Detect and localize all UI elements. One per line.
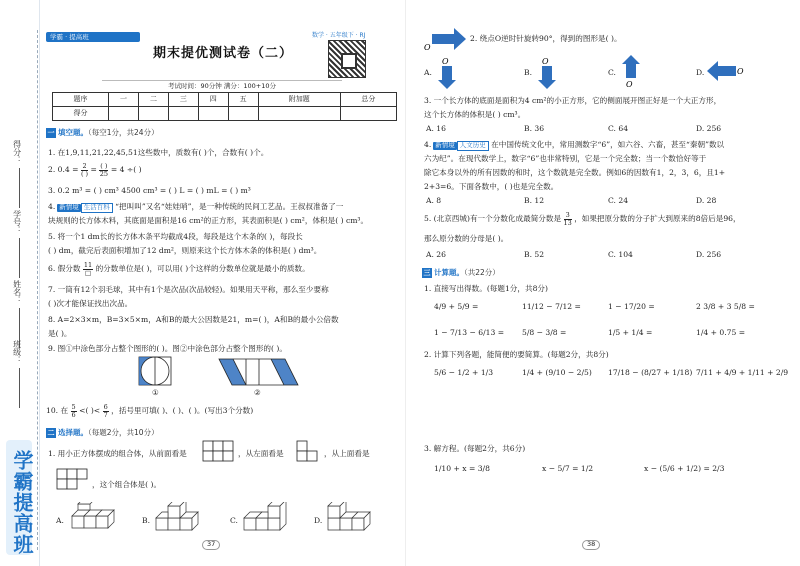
score-header-cell: 二 [138, 93, 168, 107]
question-4-line-1: 4. 新情境 生活百科 “把叫叫”又名“娃娃哨”，是一种传统的民间工艺品。王叔叔准备了一 [48, 202, 344, 211]
svg-text:O: O [737, 67, 744, 76]
r2-option-c-arrow-up-icon[interactable] [620, 54, 644, 88]
calc-1-title: 1. 直接写出得数。(每题1分，共8分) [424, 284, 548, 293]
mc1-text-d: ，这个组合体是( )。 [92, 480, 162, 489]
mc1-option-a-cubes-icon[interactable] [70, 502, 122, 538]
question-9: 9. 图①中涂色部分占整个图形的( )。图②中涂色部分占整个图形的( )。 [48, 344, 287, 353]
section-multiple-choice [46, 428, 159, 439]
r2-option-d-arrow-left-icon[interactable] [706, 60, 746, 82]
section-fill-blank [46, 128, 159, 139]
question-10 [46, 404, 253, 418]
score-table-header-row [53, 93, 397, 107]
r5-option-c[interactable]: C. 104 [608, 250, 633, 259]
section-number: 一 [47, 129, 55, 137]
denominator: 7 [103, 410, 108, 419]
binding-strip [0, 0, 40, 566]
section-title: 计算题。 [434, 268, 464, 277]
r3-option-a[interactable]: A. 16 [426, 124, 446, 133]
q6-fraction [83, 262, 93, 276]
r4-text-1: 在中国传统文化中，常用测数字“6”，如六谷、六畜，甚至“秦朝”数以 [491, 140, 725, 149]
calc-1-item: 11/12 − 7/12 = [522, 302, 581, 311]
q2-equals: = [90, 165, 97, 174]
question-7-line-1: 7. 一筒有12个羽毛球，其中有1个是次品(次品较轻)。如果用天平称，那么至少要称 [48, 285, 329, 294]
section-note: （每空1分，共24分） [88, 128, 159, 137]
mc1-text-a: 1. 用小正方体摆成的组合体，从前面看是 [48, 449, 187, 458]
left-view-figure [296, 440, 320, 464]
q10-prefix: 10. 在 [46, 406, 69, 415]
denominator: 25 [99, 169, 108, 178]
score-cell[interactable] [109, 107, 139, 121]
calc-1-item: 5/8 − 3/8 = [522, 328, 567, 337]
r2-option-b-arrow-down-icon[interactable] [536, 56, 560, 90]
section-title: 填空题。 [58, 128, 88, 137]
calc-3-item: x − (5/6 + 1/2) = 2/3 [644, 464, 725, 473]
q6-suffix: 的分数单位是( )，可以用( )个这样的分数单位就是最小的质数。 [95, 264, 310, 273]
numerator: 6 [103, 403, 108, 411]
question-3: 3. 0.2 m³ = ( ) cm³ 4500 cm³ = ( ) L = ( ) mL = ( ) m³ [48, 186, 251, 195]
student-id-label: 学号： [12, 210, 22, 234]
calc-2-item: 17/18 − (8/27 + 1/18) [608, 368, 693, 377]
cut-line [37, 30, 38, 550]
front-view-figure [202, 440, 236, 464]
score-cell[interactable] [340, 107, 396, 121]
numerator: 11 [83, 261, 93, 269]
q2-fraction-1 [81, 163, 88, 177]
question-2 [48, 163, 142, 177]
calc-2-title: 2. 计算下列各题，能简便的要简算。(每题2分，共8分) [424, 350, 609, 359]
mc1-option-c-label[interactable]: C. [230, 516, 238, 525]
q10-fraction-1 [71, 404, 77, 418]
right-question-2: 2. 绕点O逆时针旋转90°，得到的图形是( )。 [470, 34, 622, 43]
right-question-3-line-2: 这个长方体的体积是( ) cm³。 [424, 110, 526, 119]
right-page [412, 0, 800, 566]
svg-text:O: O [542, 57, 549, 66]
r3-option-c[interactable]: C. 64 [608, 124, 629, 133]
arrow-right-icon [432, 28, 466, 50]
r4-option-c[interactable]: C. 24 [608, 196, 629, 205]
section-calculation [422, 268, 500, 279]
r2-option-c-label[interactable]: C. [608, 68, 616, 77]
figure-2-label: ② [254, 388, 261, 397]
r2-option-a-label[interactable]: A. [424, 68, 432, 77]
calc-2-item: 7/11 + 4/9 + 1/11 + 2/9 [696, 368, 789, 377]
calc-1-item: 1 − 7/13 − 6/13 = [434, 328, 505, 337]
student-id-line [19, 238, 20, 278]
score-line [19, 168, 20, 208]
numerator: 5 [71, 403, 76, 411]
section-number: 二 [47, 429, 55, 437]
class-label: 班级： [12, 340, 22, 364]
r4-option-d[interactable]: D. 28 [696, 196, 717, 205]
score-table-score-row [53, 107, 397, 121]
section-note: （每题2分，共10分） [88, 428, 159, 437]
context-tag: 新情境 [59, 203, 79, 211]
denominator: ( ) [80, 169, 89, 178]
calc-3-item: 1/10 + x = 3/8 [434, 464, 490, 473]
figure-1-label: ① [152, 388, 159, 397]
mc1-text-b: ，从左面看是 [238, 449, 284, 458]
q4-text-1: “把叫叫”又名“娃娃哨”，是一种传统的民间工艺品。王叔叔准备了一 [115, 202, 344, 211]
mc1-option-b-cubes-icon[interactable] [154, 502, 210, 538]
svg-text:O: O [442, 57, 449, 66]
r5-prefix: 5. (北京西城)有一个分数化成最简分数是 [424, 214, 562, 223]
denominator: 6 [71, 410, 76, 419]
page-number: 37 [202, 540, 220, 550]
calc-1-item: 1/5 + 1/4 = [608, 328, 653, 337]
class-line [19, 368, 20, 408]
topic-tag: 生活百科 [81, 203, 113, 213]
score-header-cell: 总分 [340, 93, 396, 107]
r4-option-a[interactable]: A. 8 [426, 196, 442, 205]
q6-prefix: 6. 假分数 [48, 264, 81, 273]
right-question-5-line-1 [424, 212, 741, 226]
right-question-5-line-2: 那么原分数的分母是( )。 [424, 234, 509, 243]
question-1: 1. 在1,9,11,21,22,45,51这些数中，质数有( )个，合数有( )个。 [48, 148, 269, 157]
q2-prefix: 2. 0.4 = [48, 165, 79, 174]
context-tag: 新情境 [435, 141, 455, 149]
figure-2-shaded-left [219, 359, 246, 385]
score-header-cell: 题序 [53, 93, 109, 107]
calc-1-item: 1 − 17/20 = [608, 302, 655, 311]
exam-meta: 考试时间：90分钟 满分：100+10分 [102, 80, 342, 91]
numerator: ( ) [100, 162, 108, 170]
denominator: 13 [563, 218, 572, 227]
score-cell[interactable] [198, 107, 228, 121]
r3-option-d[interactable]: D. 256 [696, 124, 722, 133]
calc-1-item: 4/9 + 5/9 = [434, 302, 479, 311]
question-7-line-2: ( )次才能保证找出次品。 [48, 299, 133, 308]
q10-suffix: ，括号里可填( )、( )、( )。(写出3个分数) [111, 406, 254, 415]
right-question-4-line-4: 2+3=6。下面各数中，( )也是完全数。 [424, 182, 559, 191]
right-question-4-line-2: 六为纪”。在现代数学上，数字“6”也非常特别，它是一个完全数；当一个数恰好等于 [424, 154, 707, 163]
r3-option-b[interactable]: B. 36 [524, 124, 545, 133]
q2-suffix: = 4 ÷( ) [110, 165, 142, 174]
calc-3-title: 3. 解方程。(每题2分，共6分) [424, 444, 526, 453]
figure-1 [138, 356, 172, 386]
score-table [52, 92, 397, 121]
r4-option-b[interactable]: B. 12 [524, 196, 545, 205]
question-6 [48, 262, 310, 276]
question-8-line-2: 是( )。 [48, 329, 72, 338]
score-header-cell: 五 [228, 93, 258, 107]
r5-option-a[interactable]: A. 26 [426, 250, 446, 259]
score-row-label: 得分 [53, 107, 109, 121]
left-page [42, 0, 404, 566]
brand-logo-text: 学霸提高班 [10, 450, 34, 555]
score-label: 得分： [12, 140, 22, 164]
svg-text:O: O [626, 80, 633, 88]
calc-3-item: x − 5/7 = 1/2 [542, 464, 594, 473]
score-cell[interactable] [258, 107, 340, 121]
topic-tag: 人文历史 [457, 141, 489, 151]
figure-2 [218, 358, 300, 386]
rotation-source-figure [424, 28, 474, 52]
r5-option-d[interactable]: D. 256 [696, 250, 722, 259]
r2-option-a-arrow-down-icon[interactable] [436, 56, 460, 90]
page-number: 38 [582, 540, 600, 550]
right-question-3-line-1: 3. 一个长方体的底面是面积为4 cm²的小正方形，它的侧面展开图正好是一个大正方形， [424, 96, 722, 105]
mc1-option-d-label[interactable]: D. [314, 516, 323, 525]
calc-1-item: 1/4 + 0.75 = [696, 328, 746, 337]
subject-label: 数学 · 五年级下 · RJ [312, 32, 366, 39]
top-view-figure [56, 468, 90, 492]
question-5-line-1: 5. 将一个1 dm长的长方体木条平均截成4段，每段是这个木条的( )，每段长 [48, 232, 303, 241]
score-header-cell: 四 [198, 93, 228, 107]
denominator: □ [84, 268, 92, 277]
numerator: 2 [82, 162, 87, 170]
svg-text:O: O [424, 43, 431, 52]
question-4-line-2: 块规则的长方体木料，其底面是面积是16 cm²的正方形，其表面积是( ) cm²，体积是( ) cm³。 [48, 216, 369, 225]
q10-middle: <( )< [79, 406, 101, 415]
q2-fraction-2 [99, 163, 108, 177]
calc-1-item: 2 3/8 + 3 5/8 = [696, 302, 755, 311]
numerator: 3 [564, 212, 572, 220]
section-title: 选择题。 [58, 428, 88, 437]
right-question-4-line-1: 4. 新情境 人文历史 在中国传统文化中，常用测数字“6”，如六谷、六畜，甚至“秦朝”数以 [424, 140, 725, 149]
series-badge: 学霸 · 提高班 [46, 32, 140, 42]
score-cell[interactable] [138, 107, 168, 121]
page-gutter [405, 0, 406, 566]
score-header-cell: 一 [109, 93, 139, 107]
section-number: 三 [423, 269, 431, 277]
r2-option-d-label[interactable]: D. [696, 68, 705, 77]
score-cell[interactable] [168, 107, 198, 121]
r5-option-b[interactable]: B. 52 [524, 250, 545, 259]
r2-option-b-label[interactable]: B. [524, 68, 532, 77]
right-question-4-line-3: 除它本身以外的所有因数的和时，这个数就是完全数。例如6的因数有1，2，3，6，且1+ [424, 168, 726, 177]
r5-suffix: ，如果把原分数的分子扩大到原来的8倍后是96， [574, 214, 741, 223]
name-label: 姓名： [12, 280, 22, 304]
question-8-line-1: 8. A=2×3×m，B=3×5×m，A和B的最大公因数是21，m=( )，A和B的最小公倍数 [48, 315, 339, 324]
mc1-option-c-cubes-icon[interactable] [242, 502, 298, 538]
calc-2-item: 1/4 + (9/10 − 2/5) [522, 368, 592, 377]
mc1-option-d-cubes-icon[interactable] [326, 502, 382, 538]
score-header-cell: 三 [168, 93, 198, 107]
question-5-line-2: ( ) dm，截完后表面积增加了12 dm²，则原来这个长方体木条的体积是( ) dm³。 [48, 246, 322, 255]
mc1-option-a-label[interactable]: A. [56, 516, 64, 525]
mc1-option-b-label[interactable]: B. [142, 516, 150, 525]
score-cell[interactable] [228, 107, 258, 121]
r5-fraction [564, 212, 572, 226]
score-header-cell: 附加题 [258, 93, 340, 107]
figure-2-shaded-right [271, 359, 298, 385]
mc1-text-c: ，从上面看是 [324, 449, 370, 458]
page-title: 期末提优测试卷（二） [152, 46, 293, 61]
q10-fraction-2 [103, 404, 109, 418]
calc-2-item: 5/6 − 1/2 + 1/3 [434, 368, 494, 377]
section-note: （共22分） [464, 268, 500, 277]
